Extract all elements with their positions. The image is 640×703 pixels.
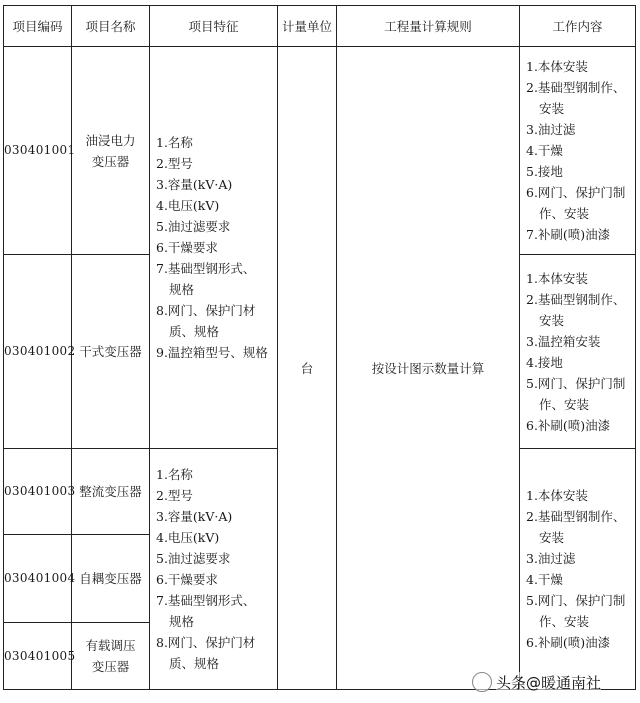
work-item: 作、安装 — [539, 206, 590, 221]
table-row — [4, 47, 636, 255]
feature-item: 2.型号 — [156, 488, 193, 503]
item-name — [72, 47, 150, 255]
feature-item: 1.名称 — [156, 135, 193, 150]
work-cell — [520, 449, 636, 690]
work-item: 2.基础型钢制作、 — [526, 291, 626, 307]
feature-item: 质、规格 — [169, 324, 220, 339]
bill-of-quantities-table — [3, 5, 636, 690]
feature-item: 规格 — [169, 614, 195, 629]
header-code: 项目编码 — [4, 6, 72, 47]
item-name-line: 整流变压器 — [79, 484, 142, 499]
feature-item: 1.名称 — [156, 467, 193, 482]
watermark-text: 头条@暖通南社 — [496, 673, 602, 692]
work-item: 5.网门、保护门制 — [526, 375, 626, 391]
feature-item: 8.网门、保护门材 — [156, 635, 256, 650]
item-code: 030401004 — [4, 535, 72, 623]
work-item: 6.补刷(喷)油漆 — [526, 417, 611, 433]
item-name-line: 干式变压器 — [79, 344, 142, 359]
feature-item: 6.干燥要求 — [156, 240, 218, 255]
unit-cell: 台 — [278, 47, 337, 690]
work-cell — [520, 47, 636, 255]
header-unit: 计量单位 — [278, 6, 337, 47]
work-item: 安装 — [539, 101, 565, 116]
header-features: 项目特征 — [150, 6, 278, 47]
header-work: 工作内容 — [520, 6, 636, 47]
item-name-line: 有载调压 — [85, 638, 136, 653]
item-code: 030401002 — [4, 255, 72, 449]
work-item: 作、安装 — [539, 396, 590, 412]
work-item: 1.本体安装 — [526, 488, 588, 503]
work-item: 4.干燥 — [526, 143, 563, 158]
rule-cell: 按设计图示数量计算 — [337, 47, 520, 690]
feature-item: 7.基础型钢形式、 — [156, 593, 256, 608]
feature-item: 7.基础型钢形式、 — [156, 261, 256, 276]
item-name-line: 自耦变压器 — [79, 571, 142, 586]
item-name-line: 变压器 — [91, 153, 130, 169]
work-item: 7.补刷(喷)油漆 — [526, 227, 611, 242]
item-name — [72, 535, 150, 623]
work-item: 5.接地 — [526, 164, 563, 179]
item-name — [72, 623, 150, 690]
item-name-line: 油浸电力 — [85, 132, 136, 148]
feature-item: 2.型号 — [156, 156, 193, 171]
work-item: 4.接地 — [526, 354, 563, 370]
header-name: 项目名称 — [72, 6, 150, 47]
work-item: 3.温控箱安装 — [526, 333, 601, 349]
work-item: 6.补刷(喷)油漆 — [526, 635, 611, 650]
work-item: 作、安装 — [539, 614, 590, 629]
item-name-line: 变压器 — [91, 659, 130, 674]
feature-item: 9.温控箱型号、规格 — [156, 345, 268, 360]
feature-item: 3.容量(kV·A) — [156, 509, 233, 524]
work-item: 1.本体安装 — [526, 59, 588, 74]
feature-item: 8.网门、保护门材 — [156, 303, 256, 318]
feature-item: 5.油过滤要求 — [156, 551, 231, 566]
item-name — [72, 449, 150, 535]
feature-item: 规格 — [169, 282, 195, 297]
work-item: 6.网门、保护门制 — [526, 185, 626, 200]
item-code: 030401001 — [4, 47, 72, 255]
work-item: 5.网门、保护门制 — [526, 593, 626, 608]
features-cell — [150, 449, 278, 690]
work-cell — [520, 255, 636, 449]
feature-item: 3.容量(kV·A) — [156, 177, 233, 192]
feature-item: 6.干燥要求 — [156, 572, 218, 587]
work-item: 安装 — [539, 530, 565, 545]
item-name — [72, 255, 150, 449]
work-item: 1.本体安装 — [526, 270, 588, 286]
feature-item: 5.油过滤要求 — [156, 219, 231, 234]
feature-item: 4.电压(kV) — [156, 530, 220, 545]
work-item: 2.基础型钢制作、 — [526, 80, 626, 95]
header-row — [4, 6, 636, 47]
work-item: 4.干燥 — [526, 572, 563, 587]
work-item: 3.油过滤 — [526, 551, 576, 566]
header-rule: 工程量计算规则 — [337, 6, 520, 47]
item-code: 030401003 — [4, 449, 72, 535]
watermark — [472, 665, 638, 699]
item-code: 030401005 — [4, 623, 72, 690]
wechat-icon — [472, 672, 492, 692]
work-item: 3.油过滤 — [526, 122, 576, 137]
feature-item: 4.电压(kV) — [156, 198, 220, 213]
feature-item: 质、规格 — [169, 656, 220, 671]
work-item: 安装 — [539, 312, 565, 328]
work-item: 2.基础型钢制作、 — [526, 509, 626, 524]
features-cell — [150, 47, 278, 449]
